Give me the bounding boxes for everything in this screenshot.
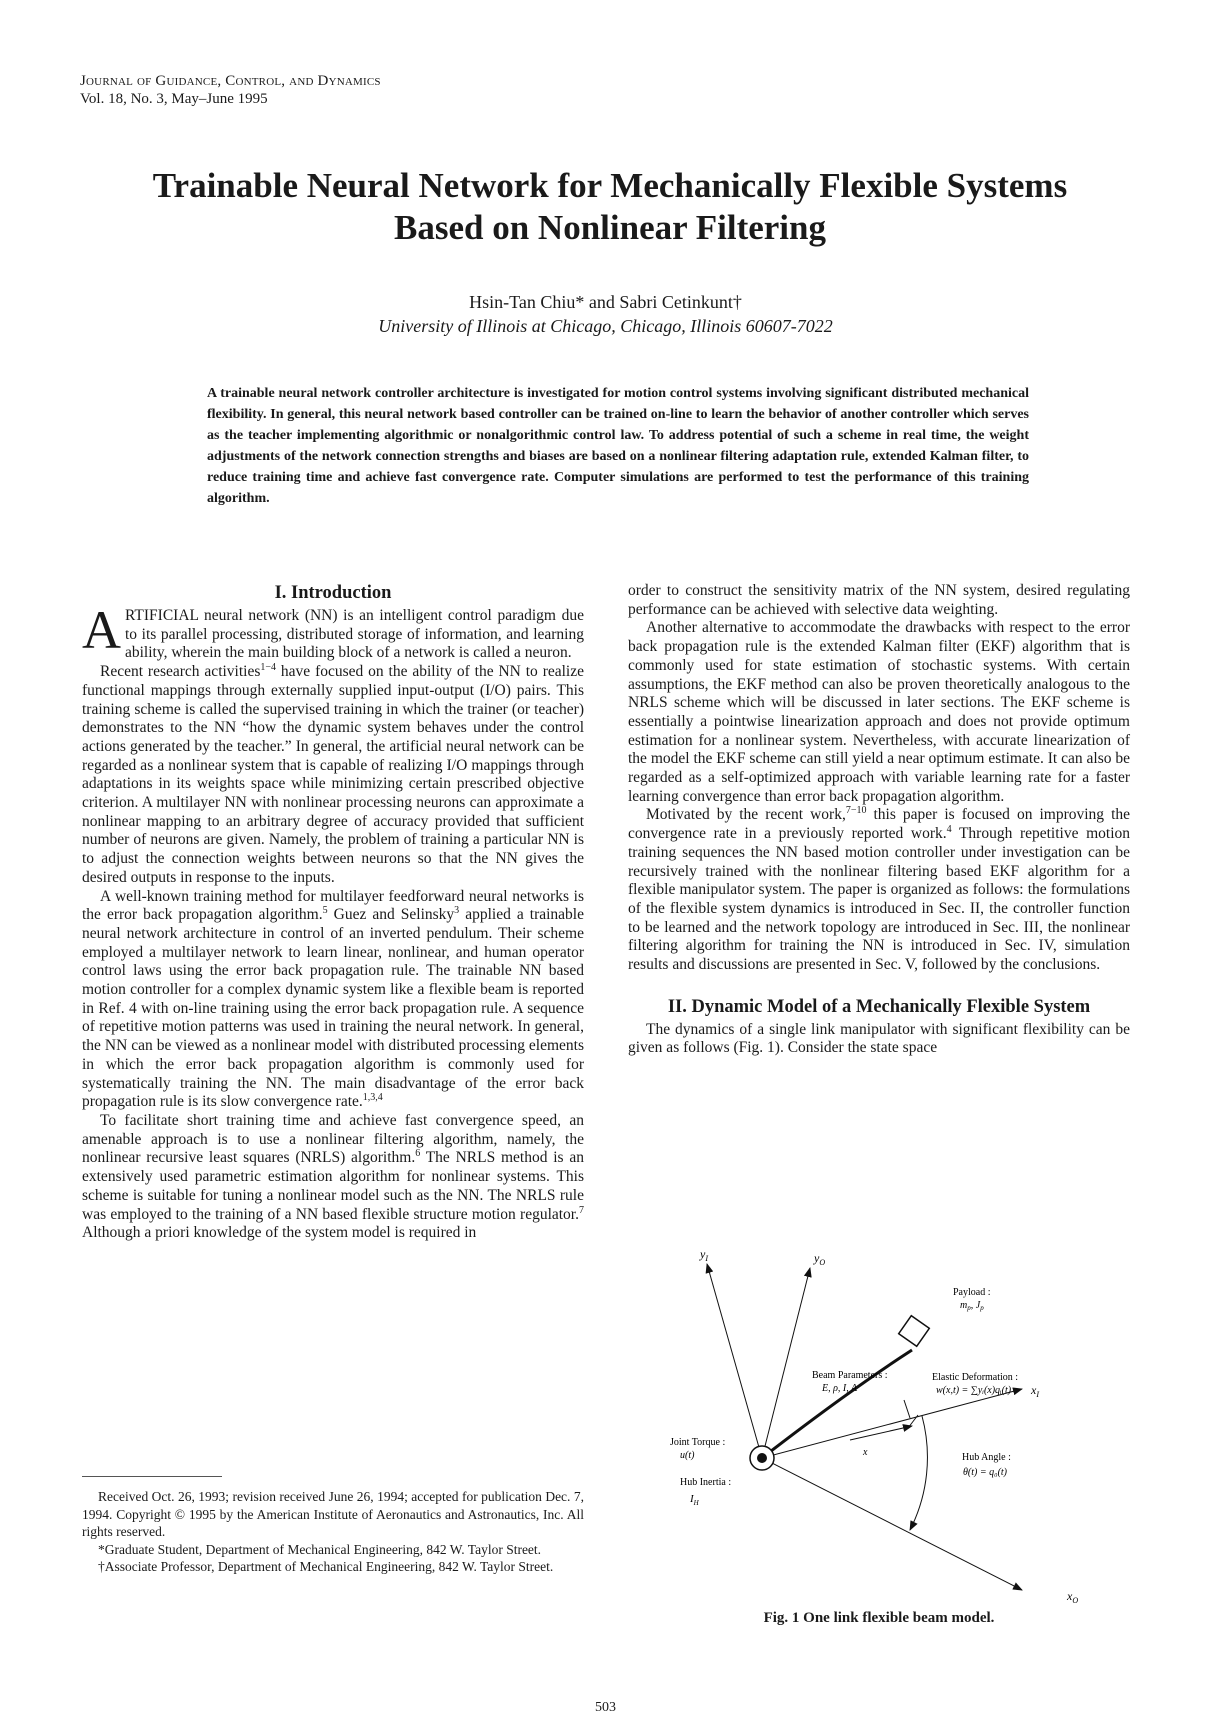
author-block <box>0 290 1211 338</box>
flexible-beam-diagram <box>660 1240 1140 1620</box>
author-names: Hsin-Tan Chiu* and Sabri Cetinkunt† <box>469 292 742 312</box>
intro-p4-a: To facilitate short training time and achieve fast convergence speed, an amenable approach is to use a nonlinear filtering algorithm, namely, the nonlinear recursive least squares (NRLS) algorithm. <box>82 1111 584 1167</box>
footnote-received: Received Oct. 26, 1993; revision received June 26, 1994; accepted for publication Dec. 7, 1994. Copyright © 1995 by the American Institute of Aeronautics and Astronautics, Inc. All rights reserved. <box>82 1489 584 1539</box>
footnote-author-2: †Associate Professor, Department of Mechanical Engineering, 842 W. Taylor Street. <box>98 1559 554 1574</box>
label-x-i: $x_I$ <box>1031 1383 1039 1399</box>
title-line-1: Trainable Neural Network for Mechanically Flexible Systems <box>152 166 1068 205</box>
citation-sup: 6 <box>415 1148 421 1160</box>
y-i-axis <box>707 1264 762 1458</box>
payload-box <box>899 1316 930 1347</box>
label-payload-sym: $m_p$, $J_p$ <box>960 1300 984 1312</box>
label-beam-parameters: Beam Parameters : <box>812 1370 888 1381</box>
x-i-axis <box>762 1389 1022 1458</box>
drop-cap: A <box>82 600 121 660</box>
label-beam-syms: E, ρ, I, A <box>822 1383 858 1394</box>
label-x-distance: x <box>863 1447 868 1458</box>
label-joint-sym: u(t) <box>680 1450 695 1461</box>
intro-paragraph-4 <box>82 1112 584 1243</box>
figure-caption: Fig. 1 One link flexible beam model. <box>763 1610 995 1626</box>
footnote-author-1: *Graduate Student, Department of Mechanical Engineering, 842 W. Taylor Street. <box>98 1541 542 1557</box>
journal-name: Journal of Guidance, Control, and Dynamics <box>80 73 381 89</box>
citation-sup: 1,3,4 <box>362 1092 383 1104</box>
intro-p3-b: Guez and Selinsky <box>327 906 455 924</box>
footnotes <box>82 1488 584 1576</box>
label-hub-sym: $I_H$ <box>690 1493 699 1507</box>
hub-inner <box>757 1453 767 1463</box>
author-affiliation: University of Illinois at Chicago, Chicago, Illinois 60607-7022 <box>378 316 833 336</box>
label-elastic-deformation: Elastic Deformation : <box>932 1372 1019 1383</box>
citation-sup: 1−4 <box>260 661 277 673</box>
intro-paragraph-2 <box>82 663 584 887</box>
sec2-paragraph-1: The dynamics of a single link manipulator with significant flexibility can be given as follows (Fig. 1). Consider the state space <box>628 1020 1130 1057</box>
label-x-o: $x_O$ <box>1067 1589 1079 1605</box>
column-left <box>82 582 584 1243</box>
label-hub-angle-eq: θ(t) = q₀(t) <box>963 1467 1008 1478</box>
intro-p3-c: applied a trainable neural network architecture in control of an inverted pendulum. Their scheme employed a multilayer network to learn linear, nonlinear, and human operator control laws using the error back propagation rule. The trainable NN based motion controller for a complex dynamic system like a flexible beam is reported in Ref. 4 with on-line training using the error back propagation rule. A sequence of repetitive motion patterns was used in training the neural network. In general, the NN can be viewed as a nonlinear model with distributed processing elements in which the error back propagation algorithm is commonly used for systematically training the NN. The main disadvantage of the error back propagation rule is its slow convergence rate. <box>82 906 584 1111</box>
citation-sup: 7 <box>579 1204 584 1216</box>
label-hub-inertia: Hub Inertia : <box>680 1477 732 1488</box>
figure-1 <box>660 1240 1140 1620</box>
journal-header <box>80 72 381 108</box>
label-y-o: $y_O$ <box>814 1251 826 1267</box>
col2-p3-a: Motivated by the recent work, <box>646 806 846 824</box>
intro-p2-b: have focused on the ability of the NN to realize functional mappings through externally supplied input-output (I/O) pairs. This training scheme is called the supervised training in which the trainer (or teacher) demonstrates to the NN “how the dynamic system behaves under the control actions generated by the teacher.” In general, the artificial neural network can be regarded as a nonlinear system that is capable of realizing I/O mappings through adaptations in its weights space while minimizing certain prescribed objective criterion. A multilayer NN with nonlinear processing neurons can approximate a nonlinear mapping to an arbitrary degree of accuracy provided that sufficient number of neurons are given. Namely, the problem of training a particular NN is to adjust the connection weights between neurons so that the NN gives the desired outputs in response to the inputs. <box>82 663 584 886</box>
y-o-axis <box>762 1268 810 1458</box>
citation-sup: 5 <box>322 905 328 917</box>
citation-sup: 3 <box>454 905 460 917</box>
title-line-2: Based on Nonlinear Filtering <box>393 208 826 247</box>
intro-paragraph-1 <box>82 600 584 663</box>
label-hub-angle: Hub Angle : <box>962 1452 1011 1463</box>
label-y-i: $y_I$ <box>700 1247 708 1263</box>
paper-title <box>60 165 1160 249</box>
page-number: 503 <box>595 1700 616 1715</box>
footnote-rule <box>82 1476 222 1477</box>
x-distance-arrow <box>850 1426 912 1440</box>
citation-sup: 7−10 <box>845 805 867 817</box>
section-heading-introduction: I. Introduction <box>274 583 392 603</box>
intro-p4-c: Although a priori knowledge of the system model is required in <box>82 1224 477 1242</box>
section-heading-dynamic-model: II. Dynamic Model of a Mechanically Flexible System <box>667 996 1091 1017</box>
col2-paragraph-3 <box>628 806 1130 974</box>
deflection-mark-2 <box>904 1400 910 1418</box>
col2-paragraph-2: Another alternative to accommodate the drawbacks with respect to the error back propagation rule is the extended Kalman filter (EKF) algorithm that is commonly used for state estimation of stochastic systems. With certain assumptions, the EKF method can also be proven theoretically analogous to the NRLS scheme which will be discussed in later sections. The EKF scheme is essentially a pointwise linearization approach and does not provide optimum estimation for a nonlinear system. Nevertheless, with accurate linearization of the model the EKF scheme can still yield a near optimum estimate. It can also be regarded as a self-optimized approach with variable learning rate for a faster learning convergence than error back propagation algorithm. <box>628 619 1130 805</box>
intro-paragraph-3 <box>82 888 584 1112</box>
intro-p1-text: RTIFICIAL neural network (NN) is an intelligent control paradigm due to its parallel processing, distributed storage of information, and learning ability, wherein the main building block of a network is called a neuron. <box>125 607 584 662</box>
intro-p2-a: Recent research activities <box>100 663 261 681</box>
intro-p3-a: A well-known training method for multilayer feedforward neural networks is the error back propagation algorithm. <box>82 887 584 924</box>
citation-sup: 4 <box>946 823 952 835</box>
intro-p4-b: The NRLS method is an extensively used parametric estimation algorithm for nonlinear systems. This scheme is suitable for tuning a nonlinear model such as the NN. The NRLS rule was employed to the training of a NN based flexible structure motion regulator. <box>82 1149 584 1223</box>
column-right <box>628 582 1130 1058</box>
flexible-beam <box>762 1350 912 1458</box>
col2-p3-c: Through repetitive motion training sequences the NN based motion controller under investigation can be recursively trained with the nonlinear filtering based EKF algorithm for a flexible manipulator system. The paper is organized as follows: the formulations of the flexible system dynamics is introduced in Sec. II, the controller function to be learned and the network topology are introduced in Sec. III, the nonlinear filtering algorithm for training the NN is introduced in Sec. IV, simulation results and discussions are presented in Sec. V, followed by the conclusions. <box>628 825 1131 974</box>
label-payload: Payload : <box>953 1287 991 1298</box>
label-joint-torque: Joint Torque : <box>670 1437 726 1448</box>
abstract: A trainable neural network controller architecture is investigated for motion control systems involving significant distributed mechanical flexibility. In general, this neural network based controller can be trained on-line to learn the behavior of another controller which serves as the teacher implementing algorithmic or nonalgorithmic control law. To address potential of such a scheme in real time, the weight adjustments of the network connection strengths and biases are based on a nonlinear filtering adaptation rule, extended Kalman filter, to reduce training time and achieve fast convergence rate. Computer simulations are performed to test the performance of this training algorithm. <box>207 386 1029 506</box>
hub-angle-arc <box>910 1416 927 1530</box>
label-elastic-eq: w(x,t) = ∑yᵢ(x)qᵢ(t) <box>936 1385 1012 1396</box>
journal-volume: Vol. 18, No. 3, May–June 1995 <box>80 91 268 107</box>
col2-paragraph-1: order to construct the sensitivity matrix of the NN system, desired regulating performance can be achieved with selective data weighting. <box>628 582 1130 618</box>
col2-p3-b: this paper is focused on improving the convergence rate in a previously reported work. <box>628 806 1131 843</box>
